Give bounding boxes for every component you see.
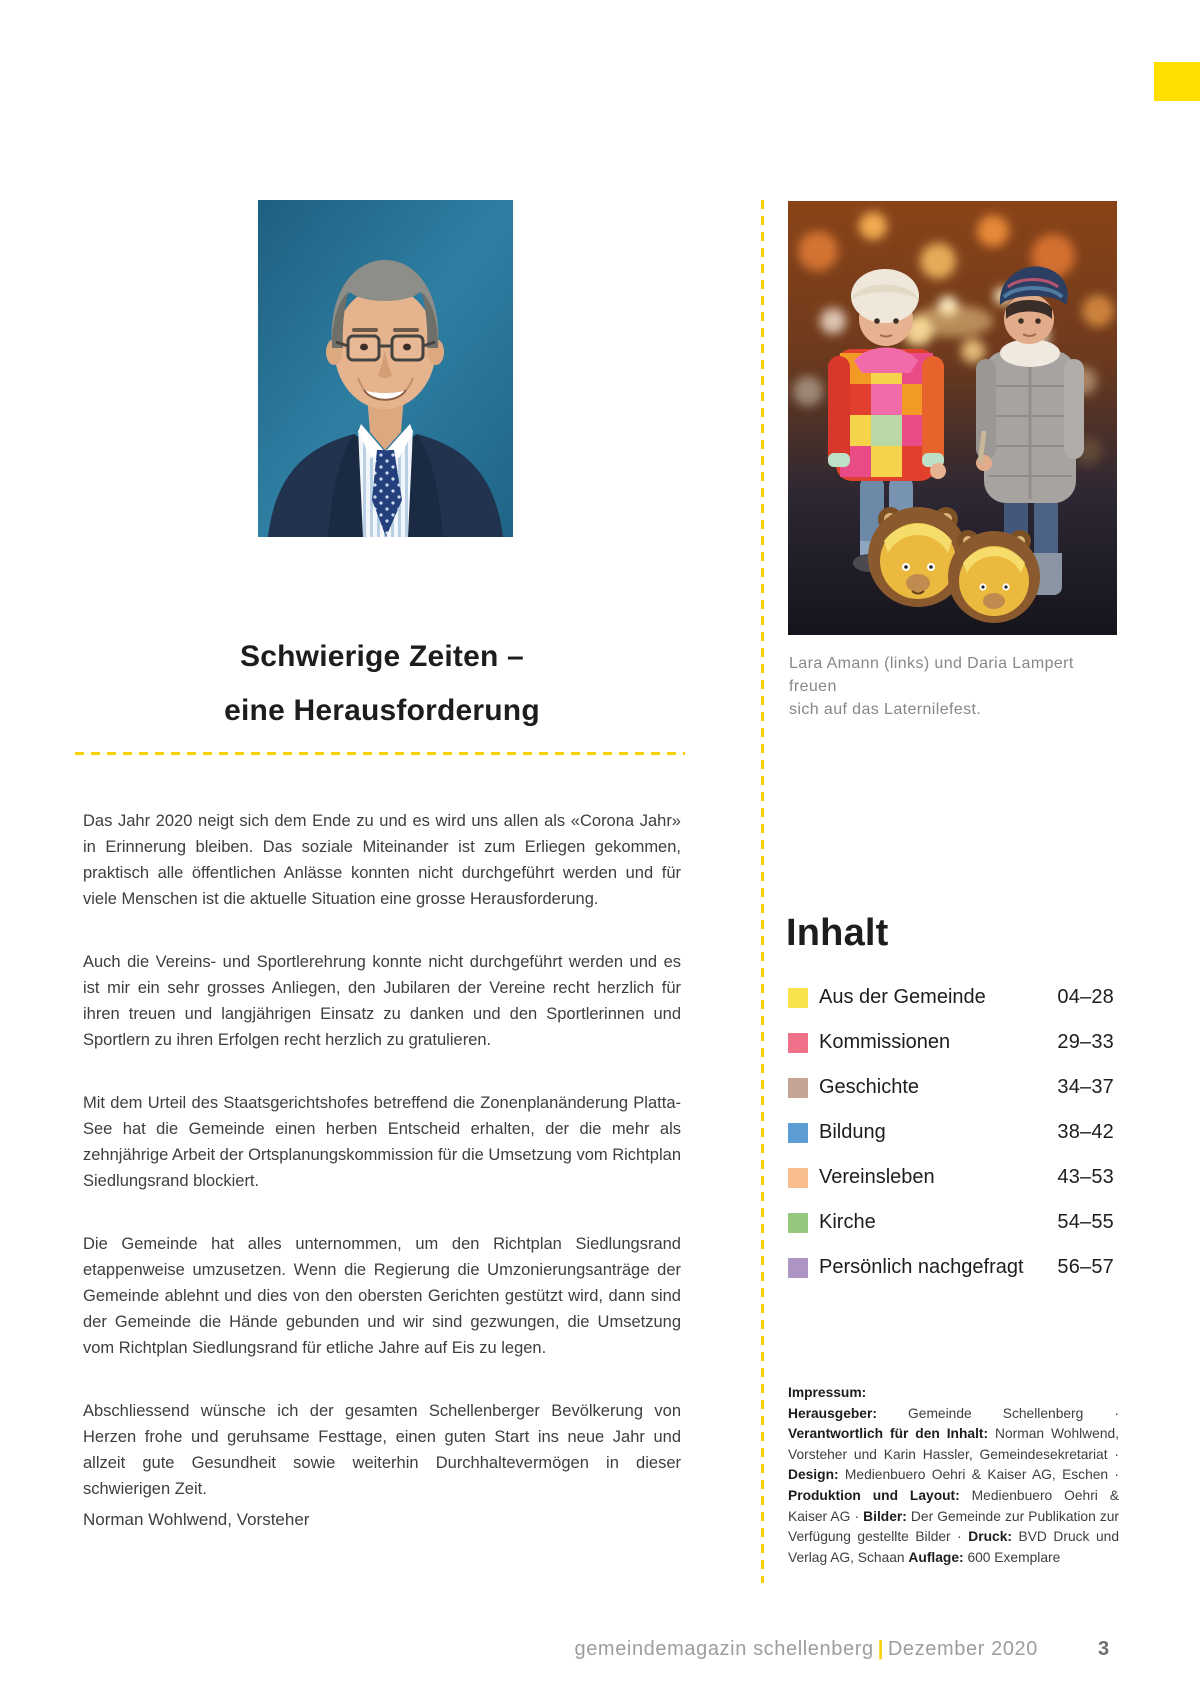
toc-pages: 56–57 [1057, 1256, 1114, 1278]
photo-caption [789, 652, 1124, 721]
portrait-photo [258, 200, 513, 537]
toc-color-swatch [788, 988, 808, 1008]
toc-row [788, 1065, 1114, 1110]
photo-caption-line1: Lara Amann (links) und Daria Lampert freuen [789, 655, 1074, 695]
toc-label: Bildung [819, 1121, 886, 1143]
toc-row [788, 1155, 1114, 1200]
toc-pages: 43–53 [1057, 1166, 1114, 1188]
dashed-separator-horizontal [75, 752, 685, 755]
impressum-label: Auflage: [908, 1549, 964, 1565]
toc-pages: 54–55 [1057, 1211, 1114, 1233]
toc-color-swatch [788, 1123, 808, 1143]
impressum-label: Verantwortlich für den Inhalt: [788, 1426, 989, 1442]
toc-pages: 38–42 [1057, 1121, 1114, 1143]
toc-row [788, 1245, 1114, 1290]
portrait-photo-art [258, 200, 513, 537]
impressum-text: Herausgeber: Gemeinde Schellenberg · Verantwortlich für den Inhalt: Norman Wohlwend, Vorsteher und Karin Hassler, Gemeindesekretariat · Design: Medienbuero Oehri & Kaiser AG, Eschen · Produktion und Layout: Medienbuero Oehri & Kaiser AG · Bilder: Der Gemeinde zur Publikation zur Verfügung gestellte Bilder · Druck: BVD Druck und Verlag AG, Schaan Auflage: 600 Exemplare [788, 1405, 1120, 1565]
toc-heading: Inhalt [786, 912, 889, 954]
toc-color-swatch [788, 1258, 808, 1278]
toc-pages: 04–28 [1057, 986, 1114, 1008]
footer-date: Dezember 2020 [887, 1638, 1038, 1660]
children-lantern-photo-art [788, 201, 1117, 635]
toc-color-swatch [788, 1168, 808, 1188]
article-signature: Norman Wohlwend, Vorsteher [83, 1510, 310, 1529]
impressum-label: Bilder: [863, 1508, 907, 1524]
impressum-label: Produktion und Layout: [788, 1487, 960, 1503]
footer-separator: | [877, 1638, 884, 1660]
toc-label: Vereinsleben [819, 1166, 935, 1188]
toc-row [788, 1200, 1114, 1245]
toc-color-swatch [788, 1078, 808, 1098]
impressum-label: Herausgeber: [788, 1405, 877, 1421]
toc-label: Kirche [819, 1211, 876, 1233]
impressum-label: Design: [788, 1467, 839, 1483]
impressum-heading: Impressum: [788, 1385, 867, 1400]
toc-row [788, 1110, 1114, 1155]
footer [0, 1638, 1038, 1661]
article-title-line1: Schwierige Zeiten – [240, 640, 524, 673]
footer-magazine-name: gemeindemagazin schellenberg [574, 1638, 874, 1660]
toc-label: Aus der Gemeinde [819, 986, 986, 1008]
toc-pages: 29–33 [1057, 1031, 1114, 1053]
dashed-divider-vertical [761, 200, 764, 1583]
toc-label: Geschichte [819, 1076, 920, 1098]
article-paragraph: Die Gemeinde hat alles unternommen, um den Richtplan Siedlungsrand etappenweise umzusetzen. Wenn die Regierung die Umzonierungsanträge der Gemeinde ablehnt und dies von den obersten Gerichten gestützt wird, dann sind der Gemeinde die Hände gebunden und wir sind gezwungen, die Umsetzung vom Richtplan Siedlungsrand für etliche Jahre auf Eis zu legen. [83, 1235, 681, 1357]
toc-label: Persönlich nachgefragt [819, 1256, 1024, 1278]
article-title [83, 630, 681, 738]
children-lantern-photo [788, 201, 1117, 635]
article-paragraph: Abschliessend wünsche ich der gesamten Schellenberger Bevölkerung von Herzen frohe und geruhsame Festtage, einen guten Start ins neue Jahr und allzeit gute Gesundheit sowie weiterhin Durchhaltevermögen in dieser schwierigen Zeit. [83, 1402, 681, 1498]
toc-pages: 34–37 [1057, 1076, 1114, 1098]
footer-page-number: 3 [1098, 1638, 1110, 1660]
article-body [83, 808, 681, 1539]
toc-list [788, 975, 1114, 1290]
article-paragraph: Auch die Vereins- und Sportlerehrung konnte nicht durchgeführt werden und es ist mir ein sehr grosses Anliegen, den Jubilaren der Vereine recht herzlich für ihren treuen und langjährigen Einsatz zu danken und den Sportlerinnen und Sportlern zu ihren Erfolgen recht herzlich zu gratulieren. [83, 953, 681, 1049]
article-paragraph: Das Jahr 2020 neigt sich dem Ende zu und es wird uns allen als «Corona Jahr» in Erinnerung bleiben. Das soziale Miteinander ist zum Erliegen gekommen, praktisch alle öffentlichen Anlässe konnten nicht durchgeführt werden und für viele Menschen ist die aktuelle Situation eine grosse Herausforderung. [83, 812, 681, 908]
article-paragraph: Mit dem Urteil des Staatsgerichtshofes betreffend die Zonenplanänderung Platta-See hat die Gemeinde einen herben Entscheid erhalten, der die mehr als zehnjährige Arbeit der Ortsplanungskommission für die Umsetzung vom Richtplan Siedlungsrand blockiert. [83, 1094, 681, 1190]
toc-row [788, 1020, 1114, 1065]
toc-row [788, 975, 1114, 1020]
photo-caption-line2: sich auf das Laternilefest. [789, 701, 982, 718]
article-title-line2: eine Herausforderung [224, 694, 540, 727]
toc-color-swatch [788, 1213, 808, 1233]
corner-marker [1154, 62, 1200, 101]
toc-label: Kommissionen [819, 1031, 951, 1053]
impressum [788, 1383, 1119, 1568]
toc-color-swatch [788, 1033, 808, 1053]
impressum-label: Druck: [968, 1529, 1012, 1545]
